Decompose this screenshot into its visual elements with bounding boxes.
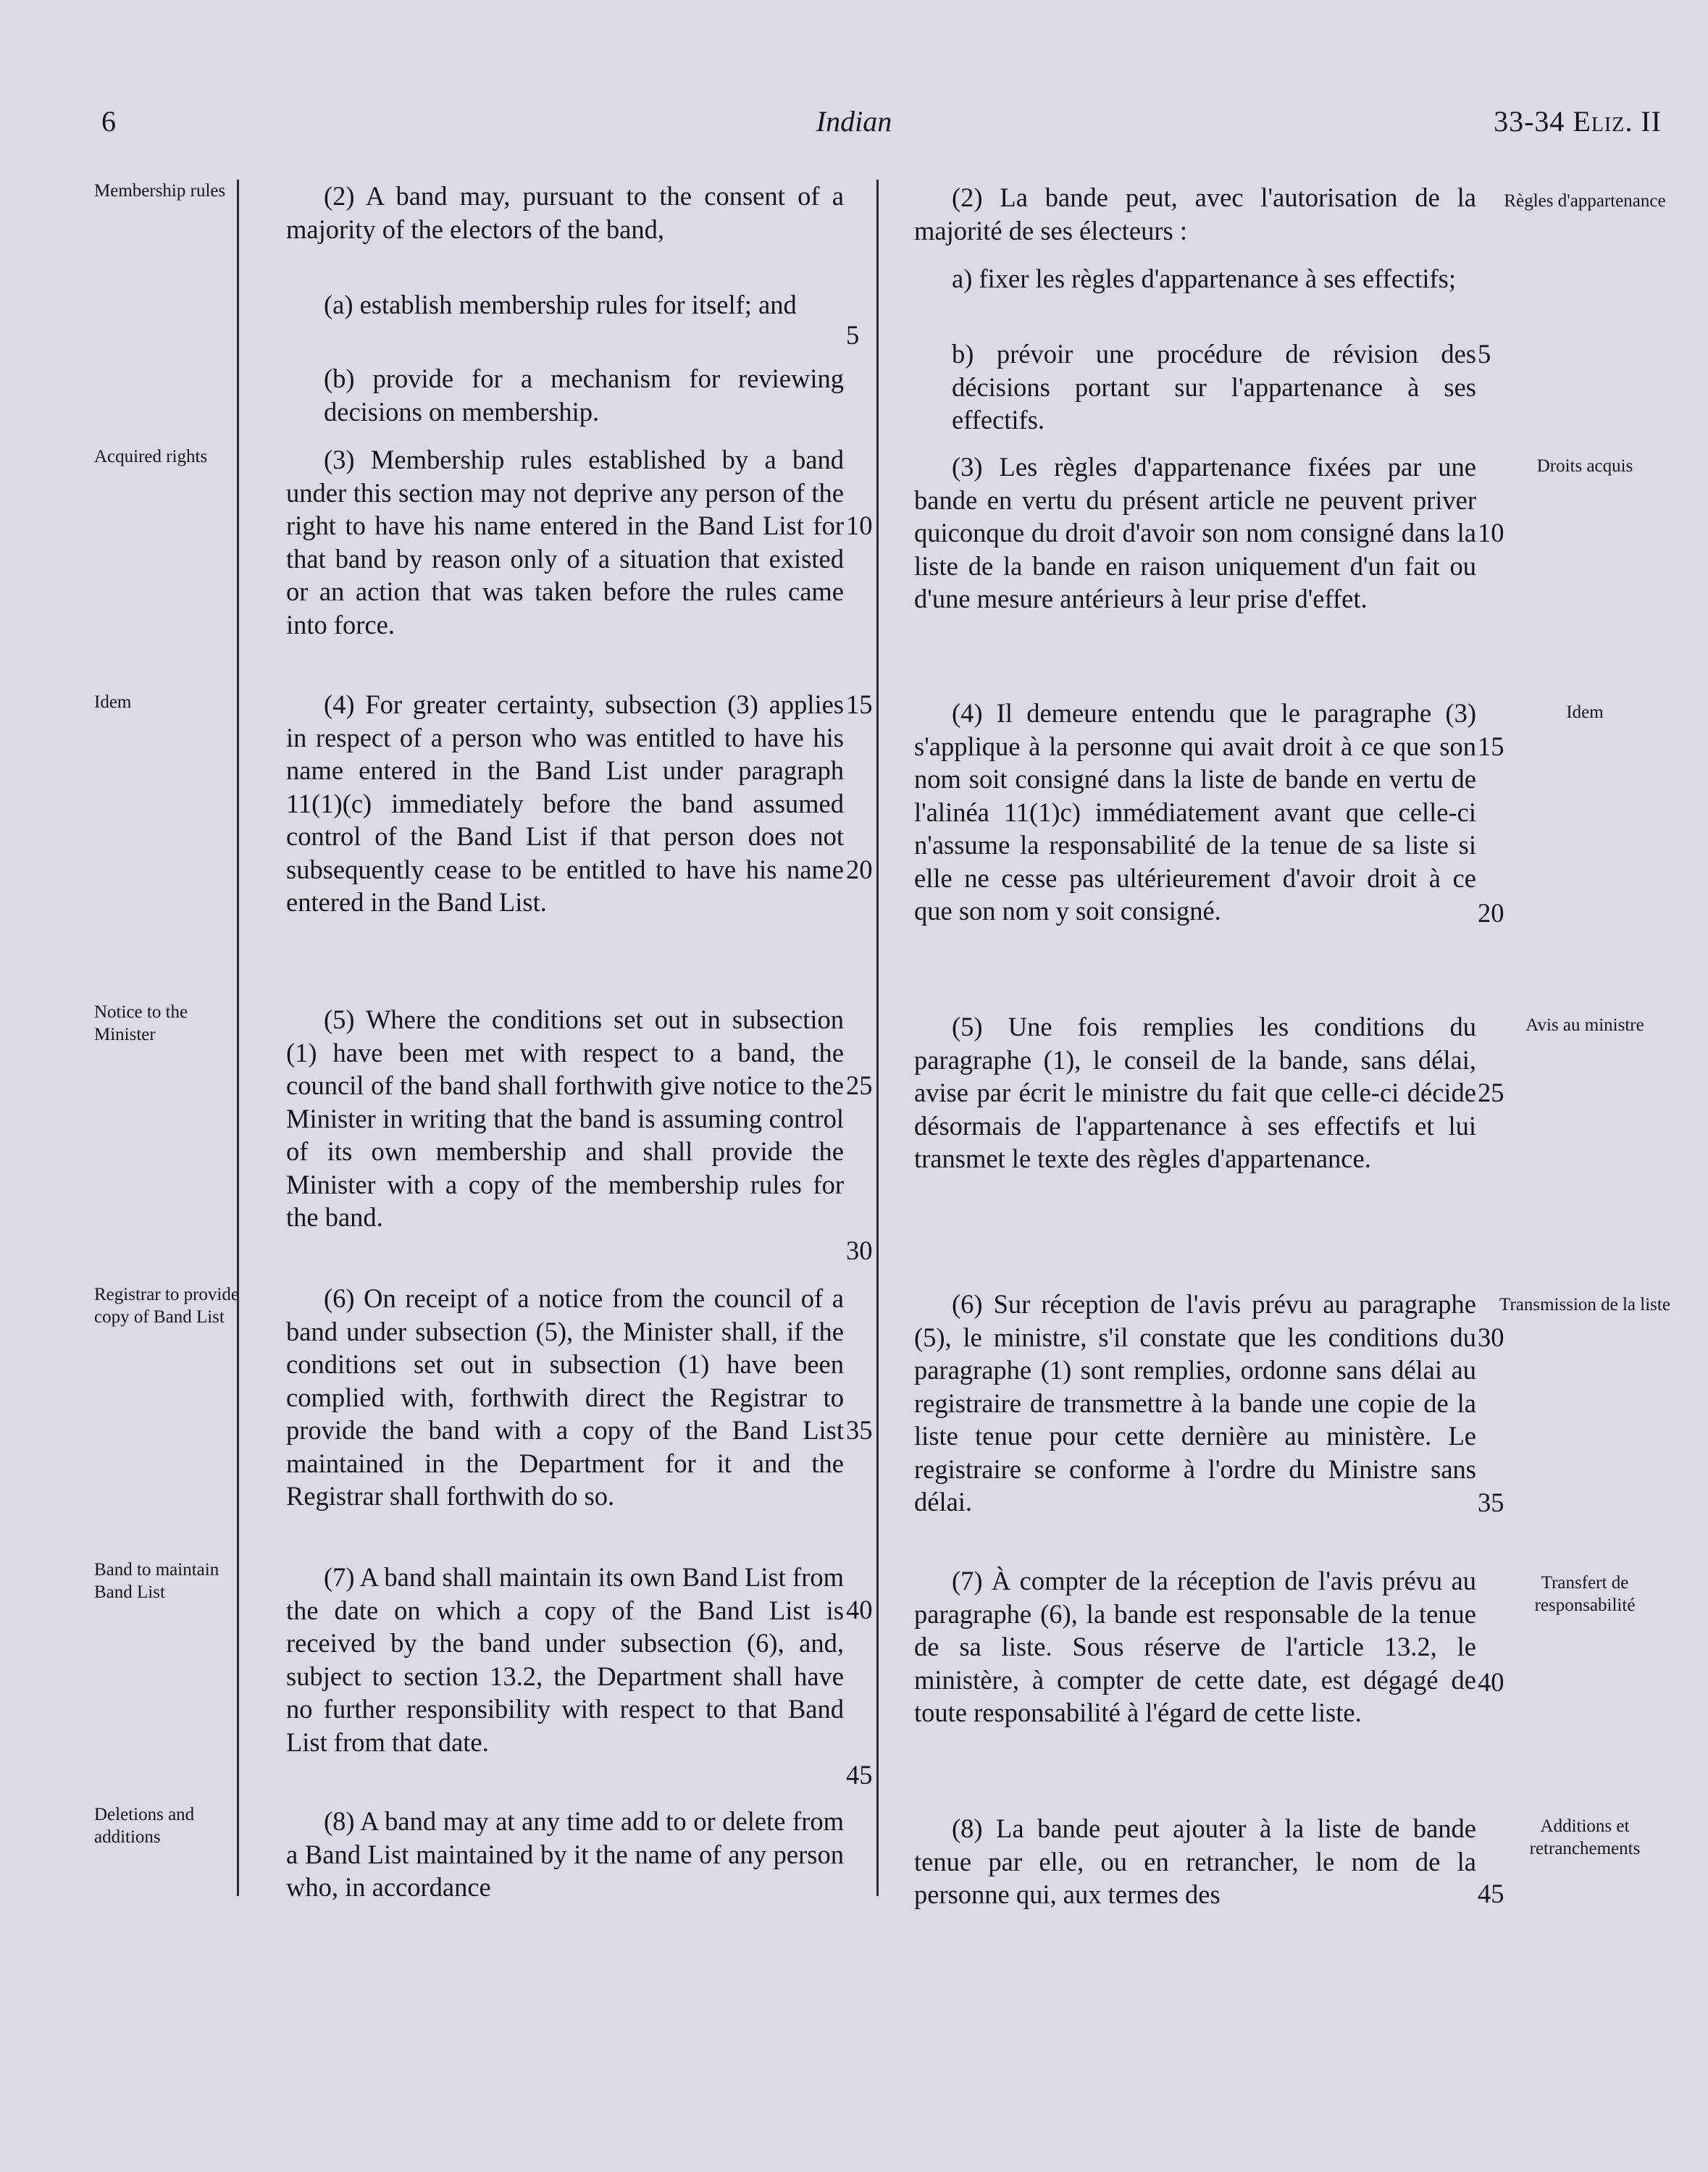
margin-note-idem: Idem <box>94 692 132 712</box>
fr-paragraph-2b: b) prévoir une procédure de révision des décisions portant sur l'appartenance à ses effectifs. <box>952 339 1476 435</box>
fr-line-number-20: 20 <box>1478 898 1504 928</box>
margin-note-transmission-liste: Transmission de la liste <box>1499 1295 1670 1314</box>
page-title: Indian <box>816 105 892 138</box>
margin-note-droits-acquis: Droits acquis <box>1536 456 1633 476</box>
center-column-rule <box>876 180 879 1896</box>
fr-line-number-25: 25 <box>1478 1078 1504 1107</box>
en-line-number-25: 25 <box>846 1070 873 1100</box>
en-subsection-3: (3) Membership rules established by a band under this section may not deprive any person of the right to have his name entered in the Band List for that band by reason only of a situation that existed or an action that was taken before the rules came into force. <box>286 445 844 640</box>
fr-paragraph-2a: a) fixer les règles d'appartenance à ses effectifs; <box>952 264 1456 293</box>
page-number: 6 <box>101 105 116 138</box>
en-line-number-45: 45 <box>846 1760 873 1790</box>
margin-note-regles-appartenance: Règles d'appartenance <box>1504 191 1666 211</box>
en-paragraph-2b: (b) provide for a mechanism for reviewing decisions on membership. <box>324 364 844 427</box>
fr-subsection-2: (2) La bande peut, avec l'autorisation de la majorité de ses électeurs : <box>914 183 1476 246</box>
en-line-number-15: 15 <box>846 689 873 719</box>
margin-note-band-maintain-list: Band to maintain Band List <box>94 1560 219 1602</box>
fr-subsection-5: (5) Une fois remplies les conditions du paragraphe (1), le conseil de la bande, sans délai, avise par écrit le ministre du fait que celle-ci décide désormais de l'appartenance à ses effectifs et lui transmet le texte des règles d'appartenance. <box>914 1012 1476 1173</box>
fr-line-number-30: 30 <box>1478 1322 1504 1352</box>
en-line-number-40: 40 <box>846 1595 873 1624</box>
en-subsection-7: (7) A band shall maintain its own Band List from the date on which a copy of the Band List is received by the band under subsection (6), and, subject to section 13.2, the Department shall have no further responsibility with respect to that Band List from that date. <box>286 1562 844 1757</box>
en-paragraph-2a: (a) establish membership rules for itself; and <box>324 290 797 319</box>
en-subsection-4: (4) For greater certainty, subsection (3) applies in respect of a person who was entitled to have his name entered in the Band List under paragraph 11(1)(c) immediately before the band assumed control of the Band List if that person does not subsequently cease to be entitled to have his name entered in the Band List. <box>286 689 844 917</box>
en-subsection-5: (5) Where the conditions set out in subsection (1) have been met with respect to a band, the council of the band shall forthwith give notice to the Minister in writing that the band is assuming control of its own membership and shall provide the Minister with a copy of the membership rules for the band. <box>286 1005 844 1232</box>
en-subsection-2: (2) A band may, pursuant to the consent of a majority of the electors of the band, <box>286 181 844 244</box>
margin-note-registrar-copy: Registrar to provide copy of Band List <box>94 1285 239 1327</box>
fr-subsection-6: (6) Sur réception de l'avis prévu au paragraphe (5), le ministre, s'il constate que les conditions du paragraphe (1) sont remplies, ordonne sans délai au registraire de transmettre à la bande une copie de la liste tenue pour cette dernière au ministère. Le registraire se conforme à l'ordre du Ministre sans délai. <box>914 1289 1476 1517</box>
fr-line-number-10: 10 <box>1478 518 1504 548</box>
en-line-number-35: 35 <box>846 1415 873 1445</box>
margin-note-membership-rules: Membership rules <box>94 181 226 201</box>
margin-note-additions-retranchements: Additions et retranchements <box>1529 1816 1641 1858</box>
en-line-number-30: 30 <box>846 1236 873 1265</box>
en-line-number-5: 5 <box>846 320 860 350</box>
fr-line-number-5: 5 <box>1478 339 1491 369</box>
fr-line-number-45: 45 <box>1478 1879 1504 1908</box>
fr-line-number-40: 40 <box>1478 1667 1504 1697</box>
margin-note-transfert-responsabilite: Transfert de responsabilité <box>1534 1573 1636 1615</box>
fr-subsection-3: (3) Les règles d'appartenance fixées par une bande en vertu du présent article ne peuvent priver quiconque du droit d'avoir son nom consigné dans la liste de la bande en raison uniquement d'un fait ou d'une mesure antérieurs à leur prise d'effet. <box>914 452 1476 613</box>
fr-subsection-8: (8) La bande peut ajouter à la liste de bande tenue par elle, ou en retrancher, le nom de la personne qui, aux termes des <box>914 1814 1476 1909</box>
margin-note-acquired-rights: Acquired rights <box>94 447 208 466</box>
margin-note-avis-ministre: Avis au ministre <box>1525 1015 1644 1035</box>
en-line-number-20: 20 <box>846 855 873 884</box>
margin-note-idem-fr: Idem <box>1566 703 1604 722</box>
en-subsection-8: (8) A band may at any time add to or delete from a Band List maintained by it the name of any person who, in accordance <box>286 1806 844 1902</box>
fr-subsection-7: (7) À compter de la réception de l'avis prévu au paragraphe (6), la bande est responsable de la tenue de sa liste. Sous réserve de l'article 13.2, le ministère, à compter de cette date, est dégagé de toute responsabilité à l'égard de cette liste. <box>914 1566 1476 1727</box>
fr-line-number-15: 15 <box>1478 731 1504 761</box>
margin-note-notice-to-minister: Notice to the Minister <box>94 1002 188 1044</box>
margin-note-deletions-additions: Deletions and additions <box>94 1805 195 1847</box>
fr-line-number-35: 35 <box>1478 1488 1504 1517</box>
regnal-year: 33-34 Eliz. II <box>1494 105 1662 138</box>
en-line-number-10: 10 <box>846 511 873 540</box>
fr-subsection-4: (4) Il demeure entendu que le paragraphe (3) s'applique à la personne qui avait droit à ce que son nom soit consigné dans la liste de bande en vertu de l'alinéa 11(1)c) immédiatement avant que celle-ci n'assume la responsabilité de la tenue de sa liste si elle ne cesse pas ultérieurement d'avoir droit à ce que son nom y soit consigné. <box>914 698 1476 926</box>
en-subsection-6: (6) On receipt of a notice from the council of a band under subsection (5), the Minister shall, if the conditions set out in subsection (1) have been complied with, forthwith direct the Registrar to provide the band with a copy of the Band List maintained in the Department for it and the Registrar shall forthwith do so. <box>286 1283 844 1511</box>
